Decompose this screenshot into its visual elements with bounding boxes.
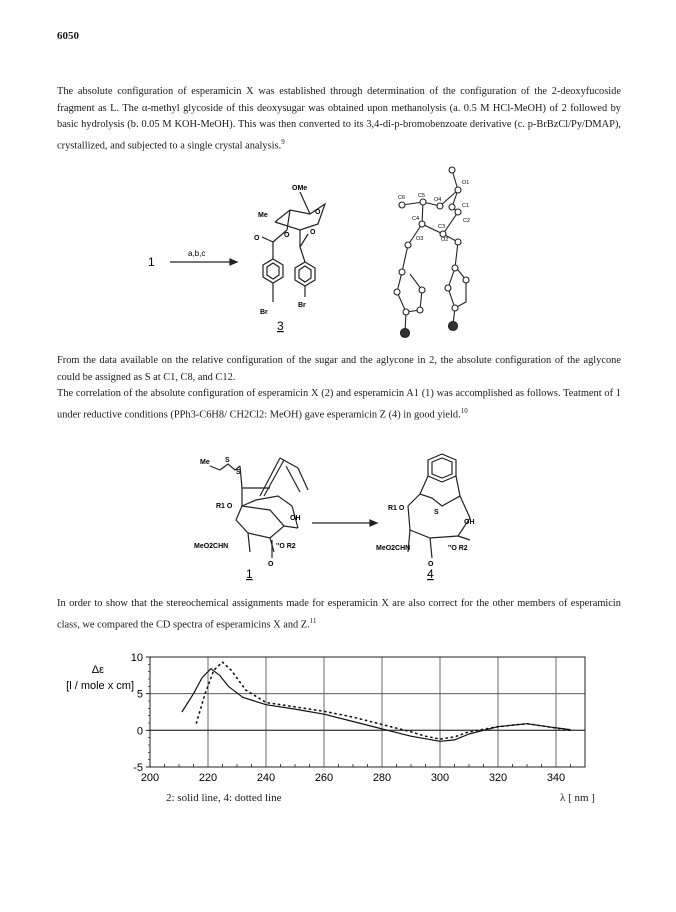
scheme-1-ester-oxygen-1: O (284, 232, 290, 239)
page-number: 6050 (57, 30, 79, 42)
atom-label-c3: C3 (438, 224, 446, 230)
scheme-1-bromine-1: Br (260, 309, 268, 316)
scheme-2-right-r1o: R1 O (388, 505, 405, 512)
atom-label-c5: C5 (418, 193, 426, 199)
atom-label-o1: O1 (462, 180, 470, 186)
scheme-1-product-label: 3 (277, 319, 284, 333)
scheme-2-left-hydroxyl: OH (290, 515, 301, 522)
x-tick-label: 320 (488, 772, 508, 784)
scheme-1-me-label: Me (258, 212, 268, 219)
y-tick-label: -5 (133, 762, 143, 774)
plot-frame (150, 657, 585, 767)
atom-label-c2: C2 (463, 218, 471, 224)
x-axis-label: λ [ nm ] (560, 792, 595, 804)
chart-caption: 2: solid line, 4: dotted line (166, 792, 282, 804)
x-tick-label: 280 (372, 772, 392, 784)
paragraph-1-reference: 9 (281, 137, 285, 146)
scheme-2-left-compound: 1 (246, 567, 253, 581)
paragraph-4-text: In order to show that the stereochemical assignments made for esperamicin X are also correct for the other members of esperamicin class, we compared the CD spectra of esperamicins X and Z. (57, 598, 621, 630)
scheme-1-reagents: a,b,c (188, 249, 206, 258)
scheme-2-right-or2: ''O R2 (448, 545, 468, 552)
paragraph-1 (57, 84, 621, 154)
x-tick-label: 200 (140, 772, 160, 784)
scheme-2-right-carbamate: MeO2CHN (376, 545, 411, 552)
scheme-2-left-or2: ''O R2 (276, 543, 296, 550)
scheme-2-figure (180, 448, 540, 588)
scheme-1-carbonyl-oxygen-1: O (254, 235, 260, 242)
y-axis-label-units: [l / mole x cm] (66, 680, 134, 692)
paragraph-3-text: The correlation of the absolute configuration of esperamicin X (2) and esperamicin A1 (1) was accomplished as follows. Teatment of 1 under reductive conditions (PPh3-C6H8/ CH2Cl2: MeOH) gave esperamicin Z (4) in good yield. (57, 388, 621, 420)
atom-label-c6: C6 (398, 195, 406, 201)
scheme-1-ring-oxygen-label: O (315, 209, 321, 216)
atom-label-c1: C1 (462, 203, 470, 209)
paragraph-2: From the data available on the relative configuration of the sugar and the aglycone in 2, the absolute configuration of the aglycone could be assigned as S at C1, C8, and C12. (57, 355, 621, 383)
y-axis-label-delta-epsilon: Δε (91, 664, 104, 676)
x-tick-label: 260 (314, 772, 334, 784)
atom-label-o4: O4 (434, 197, 442, 203)
scheme-1-ome-label: OMe (292, 185, 308, 192)
scheme-2-right-sulfur: S (434, 509, 439, 516)
scheme-2-left-carbamate: MeO2CHN (194, 543, 229, 550)
atom-label-o3: O3 (416, 236, 424, 242)
x-tick-label: 240 (256, 772, 276, 784)
atom-label-o2: O2 (441, 237, 449, 243)
scheme-1-start-compound: 1 (148, 255, 155, 269)
y-tick-label: 0 (136, 725, 143, 738)
scheme-2-left-sulfur-2: S (236, 469, 241, 476)
scheme-2-right-hydroxyl: OH (464, 519, 475, 526)
x-tick-label: 340 (546, 772, 566, 784)
scheme-2-right-carbonyl: O (428, 561, 434, 568)
scheme-1-bromine-2: Br (298, 302, 306, 309)
paragraph-4 (57, 596, 621, 633)
chart-grid (150, 657, 585, 767)
paragraph-1-text: The absolute configuration of esperamicin X was established through determination of the configuration of the 2-deoxyfucoside fragment as L. The α-methyl glycoside of this deoxysugar was obtained upon methanolysis (a. 0.5 M HCl-MeOH) of 2 followed by basic hydrolysis (b. 0.05 M KOH-MeOH). This was then converted to its 3,4-di-p-bromobenzoate derivative (c. p-BrBzCl/Py/DMAP), crystallized, and subjected to a single crystal analysis. (57, 86, 621, 151)
scheme-2-left-carbonyl: O (268, 561, 274, 568)
paragraph-3-reference: 10 (460, 406, 468, 415)
scheme-2-left-r1o: R1 O (216, 503, 233, 510)
atom-label-c4: C4 (412, 216, 420, 222)
paragraph-3 (57, 386, 621, 423)
scheme-2-left-sulfur-1: S (225, 457, 230, 464)
scheme-1-figure (140, 162, 540, 352)
chart-series (182, 662, 571, 741)
y-tick-label: 10 (130, 652, 143, 664)
scheme-1-carbonyl-oxygen-2: O (310, 229, 316, 236)
y-tick-label: 5 (136, 688, 143, 701)
chart-tick-labels (131, 652, 565, 784)
x-tick-label: 300 (430, 772, 450, 784)
paragraph-4-reference: 11 (309, 616, 317, 625)
scheme-2-right-compound: 4 (427, 567, 434, 581)
x-tick-label: 220 (198, 772, 218, 784)
scheme-2-left-methyl: Me (200, 459, 210, 466)
